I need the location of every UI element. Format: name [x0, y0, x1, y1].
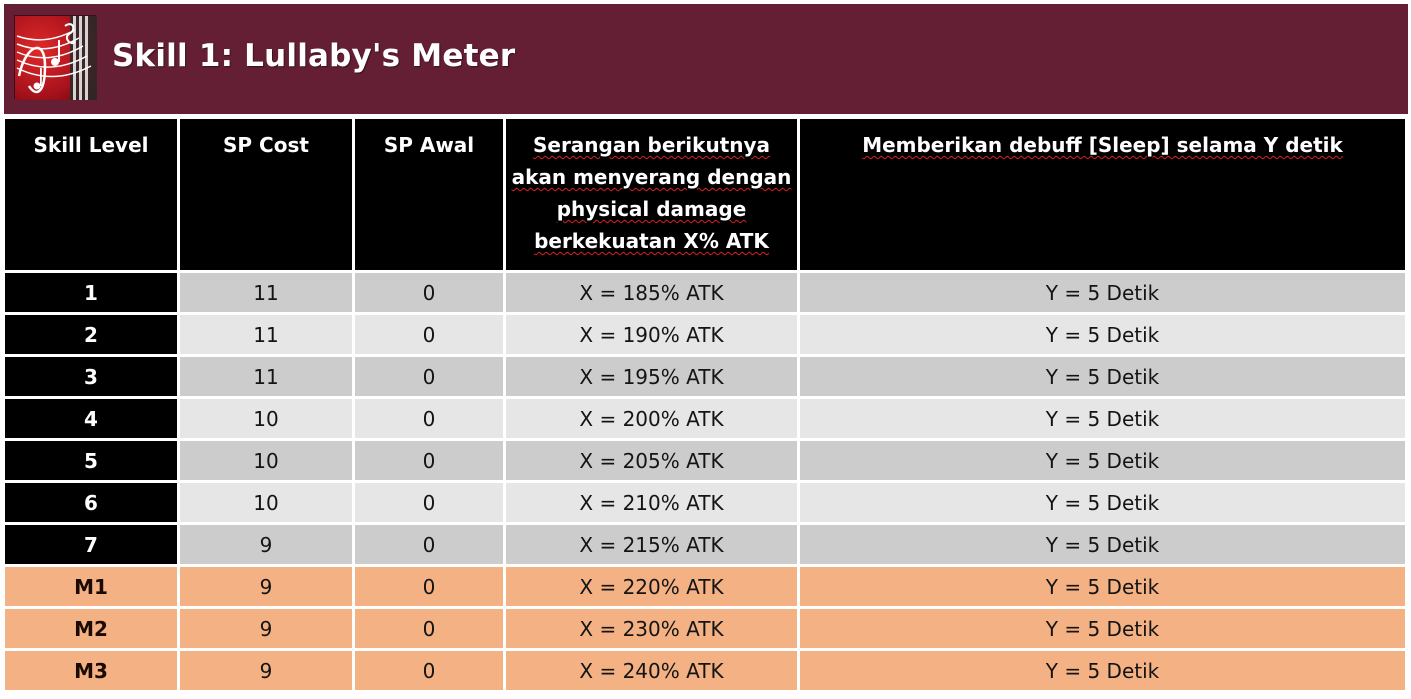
- level-cell: 2: [5, 315, 177, 354]
- level-cell: 3: [5, 357, 177, 396]
- table-row: [5, 483, 1405, 522]
- sp-awal-cell: 0: [355, 357, 503, 396]
- sleep-y-cell: Y = 5 Detik: [800, 357, 1405, 396]
- sp-cost-cell: 10: [180, 483, 352, 522]
- sp-cost-cell: 11: [180, 273, 352, 312]
- music-notes-icon: [14, 15, 96, 99]
- header-sp-cost: SP Cost: [180, 119, 352, 270]
- sp-cost-cell: 9: [180, 567, 352, 606]
- sp-cost-cell: 9: [180, 609, 352, 648]
- sp-awal-cell: 0: [355, 609, 503, 648]
- sp-cost-cell: 9: [180, 525, 352, 564]
- sleep-y-cell: Y = 5 Detik: [800, 273, 1405, 312]
- skill-level-table: [2, 116, 1408, 693]
- sp-awal-cell: 0: [355, 567, 503, 606]
- level-cell: 1: [5, 273, 177, 312]
- table-row: [5, 273, 1405, 312]
- sp-awal-cell: 0: [355, 399, 503, 438]
- table-header-row: [5, 119, 1405, 270]
- sp-awal-cell: 0: [355, 483, 503, 522]
- table-row: [5, 357, 1405, 396]
- level-cell: M2: [5, 609, 177, 648]
- table-row: [5, 399, 1405, 438]
- table-row: [5, 441, 1405, 480]
- damage-x-cell: X = 205% ATK: [506, 441, 797, 480]
- damage-x-cell: X = 240% ATK: [506, 651, 797, 690]
- skill-card: [4, 4, 1408, 696]
- header-sleep-y-text: Memberikan debuff [Sleep] selama Y detik: [862, 133, 1343, 157]
- damage-x-cell: X = 185% ATK: [506, 273, 797, 312]
- sleep-y-cell: Y = 5 Detik: [800, 399, 1405, 438]
- skill-title: Skill 1: Lullaby's Meter: [112, 38, 516, 74]
- damage-x-cell: X = 220% ATK: [506, 567, 797, 606]
- sleep-y-cell: Y = 5 Detik: [800, 315, 1405, 354]
- sp-cost-cell: 10: [180, 399, 352, 438]
- level-cell: 7: [5, 525, 177, 564]
- sleep-y-cell: Y = 5 Detik: [800, 441, 1405, 480]
- header-damage-x: [506, 119, 797, 270]
- sp-cost-cell: 11: [180, 315, 352, 354]
- level-cell: M3: [5, 651, 177, 690]
- sp-cost-cell: 10: [180, 441, 352, 480]
- sp-awal-cell: 0: [355, 525, 503, 564]
- header-sleep-y: [800, 119, 1405, 270]
- sp-awal-cell: 0: [355, 273, 503, 312]
- level-cell: 6: [5, 483, 177, 522]
- damage-x-cell: X = 190% ATK: [506, 315, 797, 354]
- sleep-y-cell: Y = 5 Detik: [800, 567, 1405, 606]
- damage-x-cell: X = 210% ATK: [506, 483, 797, 522]
- sp-cost-cell: 9: [180, 651, 352, 690]
- level-cell: 4: [5, 399, 177, 438]
- level-cell: 5: [5, 441, 177, 480]
- sp-awal-cell: 0: [355, 441, 503, 480]
- damage-x-cell: X = 215% ATK: [506, 525, 797, 564]
- table-row-mastery: [5, 567, 1405, 606]
- header-sp-awal: SP Awal: [355, 119, 503, 270]
- sp-awal-cell: 0: [355, 651, 503, 690]
- table-row: [5, 525, 1405, 564]
- table-row-mastery: [5, 651, 1405, 690]
- sleep-y-cell: Y = 5 Detik: [800, 651, 1405, 690]
- damage-x-cell: X = 200% ATK: [506, 399, 797, 438]
- title-bar: [4, 4, 1408, 114]
- sp-cost-cell: 11: [180, 357, 352, 396]
- sleep-y-cell: Y = 5 Detik: [800, 483, 1405, 522]
- damage-x-cell: X = 195% ATK: [506, 357, 797, 396]
- damage-x-cell: X = 230% ATK: [506, 609, 797, 648]
- level-cell: M1: [5, 567, 177, 606]
- table-row-mastery: [5, 609, 1405, 648]
- header-skill-level: Skill Level: [5, 119, 177, 270]
- sleep-y-cell: Y = 5 Detik: [800, 609, 1405, 648]
- sp-awal-cell: 0: [355, 315, 503, 354]
- header-damage-x-text: Serangan berikutnya akan menyerang dengan physical damage berkekuatan X% ATK: [511, 133, 792, 253]
- sleep-y-cell: Y = 5 Detik: [800, 525, 1405, 564]
- table-row: [5, 315, 1405, 354]
